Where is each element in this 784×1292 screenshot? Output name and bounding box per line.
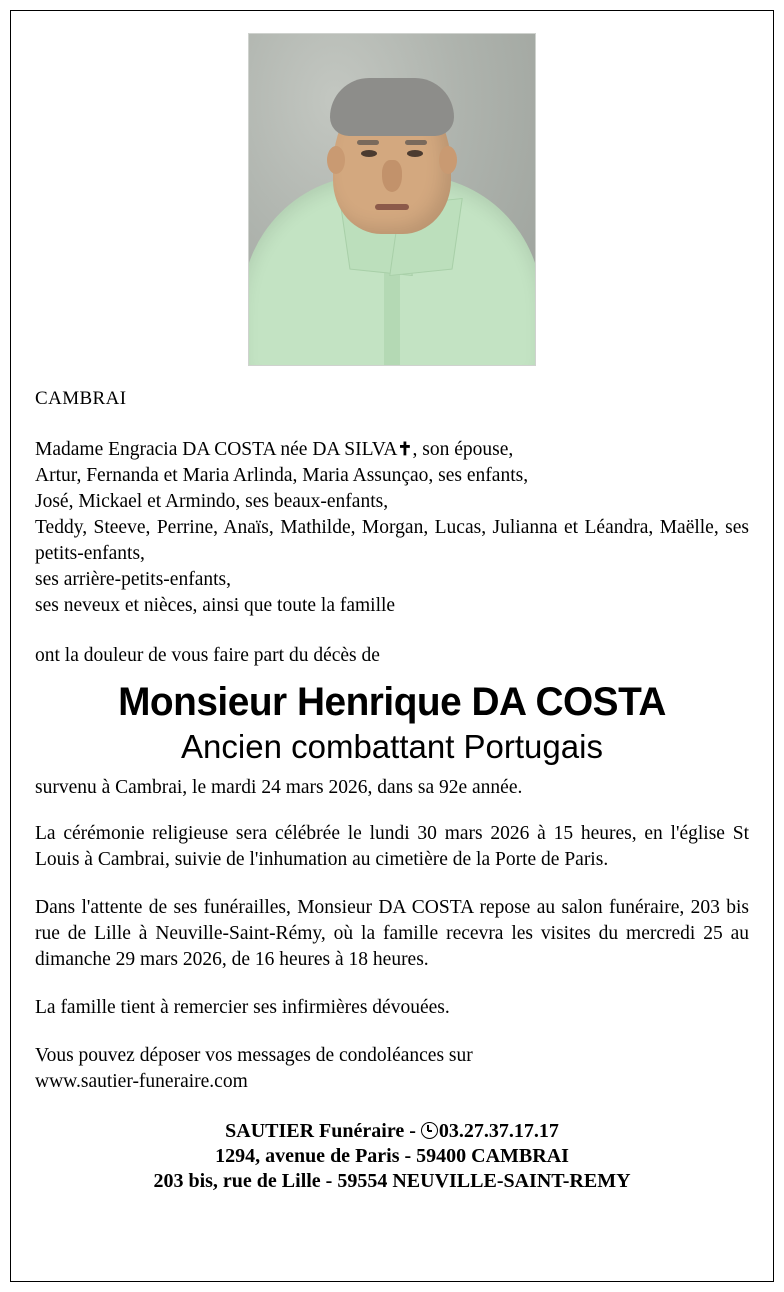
city-label: CAMBRAI: [35, 388, 127, 409]
announcement-text: ont la douleur de vous faire part du décès de: [35, 645, 380, 666]
photo-ear-left: [327, 146, 345, 174]
deceased-name: Monsieur Henrique DA COSTA: [118, 680, 666, 724]
portrait-photo: [248, 33, 536, 366]
condolences-website[interactable]: www.sautier-funeraire.com: [35, 1071, 248, 1092]
footer-line-company: [35, 1119, 749, 1144]
family-line-nephews: ses neveux et nièces, ainsi que toute la famille: [35, 595, 396, 616]
spouse-suffix: , son épouse,: [412, 439, 514, 460]
photo-ear-right: [439, 146, 457, 174]
family-line-greatgrandchildren: ses arrière-petits-enfants,: [35, 569, 231, 590]
photo-brow-right: [405, 140, 427, 145]
company-name: SAUTIER Funéraire -: [225, 1120, 421, 1142]
family-line-children: Artur, Fernanda et Maria Arlinda, Maria Assunçao, ses enfants,: [35, 465, 529, 486]
photo-eye-right: [407, 150, 423, 157]
funeral-home-footer: [35, 1119, 749, 1194]
portrait-photo-container: [35, 33, 749, 366]
photo-hair: [330, 78, 454, 136]
footer-line-address-2: 203 bis, rue de Lille - 59554 NEUVILLE-SAINT-REMY: [153, 1170, 631, 1192]
photo-mouth: [375, 204, 409, 210]
condolences-paragraph: Vous pouvez déposer vos messages de condoléances sur: [35, 1045, 473, 1066]
death-details: survenu à Cambrai, le mardi 24 mars 2026, dans sa 92e année.: [35, 777, 523, 798]
death-notice-card: [10, 10, 774, 1282]
family-line-spouse: [35, 436, 749, 463]
spouse-name: Madame Engracia DA COSTA née DA SILVA: [35, 439, 398, 460]
ceremony-paragraph: La cérémonie religieuse sera célébrée le lundi 30 mars 2026 à 15 heures, en l'église St Louis à Cambrai, suivie de l'inhumation au cimetière de la Porte de Paris.: [35, 823, 749, 870]
family-line-grandchildren: Teddy, Steeve, Perrine, Anaïs, Mathilde, Morgan, Lucas, Julianna et Léandra, Maëlle, ses petits-enfants,: [35, 517, 749, 564]
thanks-paragraph: La famille tient à remercier ses infirmières dévouées.: [35, 997, 450, 1018]
photo-nose: [382, 160, 402, 192]
deceased-subtitle: Ancien combattant Portugais: [181, 728, 603, 765]
visits-paragraph: Dans l'attente de ses funérailles, Monsieur DA COSTA repose au salon funéraire, 203 bis rue de Lille à Neuville-Saint-Rémy, où la famille recevra les visites du mercredi 25 au dimanche 29 mars 2026, de 16 heures à 18 heures.: [35, 897, 749, 970]
photo-eye-left: [361, 150, 377, 157]
phone-number[interactable]: 03.27.37.17.17: [438, 1120, 559, 1142]
photo-brow-left: [357, 140, 379, 145]
phone-icon: [421, 1122, 438, 1139]
footer-line-address-1: 1294, avenue de Paris - 59400 CAMBRAI: [215, 1145, 569, 1167]
cross-icon: ✝: [397, 439, 413, 459]
family-list: [35, 436, 749, 619]
family-line-stepchildren: José, Mickael et Armindo, ses beaux-enfants,: [35, 491, 389, 512]
